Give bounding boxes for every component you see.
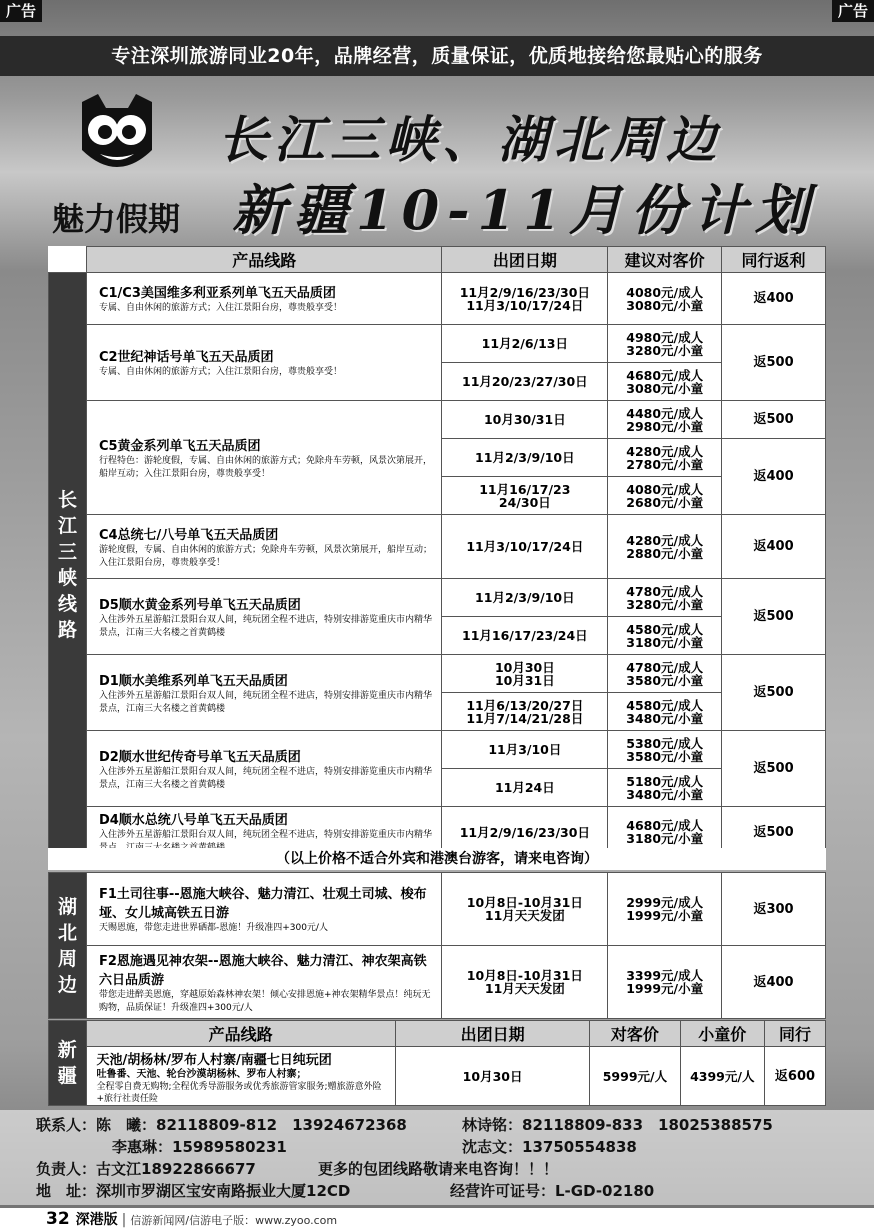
page-footer	[0, 1208, 874, 1230]
header-date: 出团日期	[442, 247, 608, 273]
headline-line2: 新疆10-11月份计划	[232, 178, 817, 242]
yangtze-header-row	[49, 247, 826, 273]
hubei-price: 3399元/成人 1999元/小童	[608, 946, 722, 1019]
headline-line1: 长江三峡、湖北周边	[218, 110, 722, 169]
departure-date: 11月6/13/20/27日 11月7/14/21/28日	[442, 693, 608, 731]
owl-logo-icon	[76, 92, 158, 178]
hubei-body	[49, 873, 826, 1019]
ad-label-right: 广告	[832, 0, 874, 22]
rebate: 返500	[722, 401, 826, 439]
product-desc: 入住涉外五星游船江景阳台双人间，纯玩团全程不进店，特别安排游览重庆市内精华景点，江南三大名楼之首黄鹤楼	[98, 766, 432, 790]
product-cell	[86, 731, 441, 807]
suggested-price: 4680元/成人 3180元/小童	[608, 807, 722, 858]
address-line	[36, 1180, 350, 1201]
hubei-product-cell	[86, 873, 441, 946]
hubei-row	[49, 873, 826, 946]
contact-1-name: 陈 曦：	[96, 1116, 157, 1134]
contact-3-phone: 15989580231	[172, 1138, 287, 1156]
product-cell	[86, 325, 441, 401]
price-note: （以上价格不适合外宾和港澳台游客，请来电咨询）	[48, 848, 826, 870]
product-desc: 行程特色：游轮度假，专属、自由休闲的旅游方式；免除舟车劳顿，风景次第展开，船岸互动；入住江景阳台房，尊贵般享受！	[98, 455, 432, 479]
suggested-price: 4280元/成人 2780元/小童	[608, 439, 722, 477]
departure-date: 11月3/10日	[442, 731, 608, 769]
contact-1-phone: 82118809-812 13924672368	[156, 1116, 407, 1134]
yangtze-table	[48, 246, 826, 858]
yangtze-side-label	[49, 273, 87, 858]
product-desc: 专属、自由休闲的旅游方式；入住江景阳台房，尊贵般享受！	[98, 303, 342, 313]
departure-date: 10月30/31日	[442, 401, 608, 439]
product-cell	[86, 515, 441, 579]
product-cell	[86, 579, 441, 655]
rebate: 返400	[722, 439, 826, 515]
rebate: 返500	[722, 807, 826, 858]
xj-header-date: 出团日期	[395, 1021, 589, 1047]
xj-product	[86, 1047, 395, 1106]
xj-header-route: 产品线路	[86, 1021, 395, 1047]
contact-4-phone: 13750554838	[522, 1138, 637, 1156]
rebate: 返500	[722, 655, 826, 731]
suggested-price: 4280元/成人 2880元/小童	[608, 515, 722, 579]
xinjiang-table	[48, 1020, 826, 1106]
hubei-date: 10月8日-10月31日 11月天天发团	[442, 873, 608, 946]
contact-block	[0, 1110, 874, 1205]
hubei-product-name: F2恩施遇见神农架--恩施大峡谷、魅力清江、神农架高铁六日品质游	[98, 953, 427, 988]
yangtze-row	[49, 655, 826, 693]
contact-4-name: 沈志文：	[462, 1138, 523, 1156]
more-info: 更多的包团线路敬请来电咨询！！！	[318, 1160, 559, 1178]
rebate: 返400	[722, 515, 826, 579]
yangtze-row	[49, 515, 826, 579]
footer-site: 信游新闻网/信游电子版：www.zyoo.com	[130, 1214, 338, 1227]
contact-2-phone: 82118809-833 18025388575	[522, 1116, 773, 1134]
product-name: C2世纪神话号单飞五天品质团	[98, 350, 274, 365]
license-number: 经营许可证号：L-GD-02180	[450, 1182, 655, 1200]
xj-product-line2: 吐鲁番、天池、轮台沙漠胡杨林、罗布人村寨；	[96, 1069, 307, 1080]
hubei-side-text: 湖北周边	[57, 895, 77, 996]
xj-header-price: 对客价	[590, 1021, 680, 1047]
departure-date: 10月30日 10月31日	[442, 655, 608, 693]
address-value: 深圳市罗湖区宝安南路振业大厦12CD	[96, 1182, 351, 1200]
manager-line	[36, 1158, 256, 1179]
departure-date: 11月20/23/27/30日	[442, 363, 608, 401]
xj-product-name: 天池/胡杨林/罗布人村寨/南疆七日纯玩团	[96, 1053, 332, 1068]
label-manager: 负责人：	[36, 1160, 97, 1178]
edition-label: 深港版	[75, 1212, 118, 1228]
product-desc: 入住涉外五星游船江景阳台双人间，纯玩团全程不进店，特别安排游览重庆市内精华景点，江南三大名楼之首黄鹤楼	[98, 614, 432, 638]
suggested-price: 4080元/成人 2680元/小童	[608, 477, 722, 515]
product-cell	[86, 655, 441, 731]
rebate: 返400	[722, 273, 826, 325]
slogan-banner: 专注深圳旅游同业20年，品牌经营，质量保证，优质地接给您最贴心的服务	[0, 36, 874, 76]
xj-header-rebate: 同行	[765, 1021, 826, 1047]
manager-value: 古文江18922866677	[96, 1160, 256, 1178]
xj-header-child: 小童价	[680, 1021, 764, 1047]
yangtze-row	[49, 273, 826, 325]
contact-3-name: 李惠琳：	[112, 1138, 173, 1156]
suggested-price: 4680元/成人 3080元/小童	[608, 363, 722, 401]
departure-date: 11月16/17/23/24日	[442, 617, 608, 655]
xj-price: 5999元/人	[590, 1047, 680, 1106]
hubei-product-desc: 带您走进醉美恩施，穿越原始森林神农架！倾心安排恩施+神农架精华景点！纯玩无购物，品质保证！升级准四+300元/人	[98, 989, 431, 1013]
departure-date: 11月24日	[442, 769, 608, 807]
departure-date: 11月3/10/17/24日	[442, 515, 608, 579]
contact-2-name: 林诗铭：	[462, 1116, 523, 1134]
departure-date: 11月16/17/23 24/30日	[442, 477, 608, 515]
product-name: C5黄金系列单飞五天品质团	[98, 438, 261, 454]
yangtze-row	[49, 325, 826, 363]
xj-date: 10月30日	[395, 1047, 589, 1106]
product-name: C4总统七/八号单飞五天品质团	[98, 527, 279, 543]
contact-line-3	[112, 1136, 287, 1157]
xinjiang-header-row	[49, 1021, 826, 1047]
suggested-price: 4780元/成人 3580元/小童	[608, 655, 722, 693]
brand-logo	[26, 92, 206, 242]
contact-line-4	[462, 1136, 637, 1157]
hubei-rebate: 返400	[722, 946, 826, 1019]
hubei-side-label	[49, 873, 87, 1019]
xj-rebate: 返600	[765, 1047, 826, 1106]
label-contact: 联系人：	[36, 1116, 97, 1134]
product-desc: 入住涉外五星游船江景阳台双人间，纯玩团全程不进店，特别安排游览重庆市内精华景点，江南三大名楼之首黄鹤楼	[98, 690, 432, 714]
suggested-price: 4780元/成人 3280元/小童	[608, 579, 722, 617]
departure-date: 11月2/3/9/10日	[442, 439, 608, 477]
xinjiang-product-row	[49, 1047, 826, 1106]
hubei-product-name: F1土司往事--恩施大峡谷、魅力清江、壮观土司城、梭布垭、女儿城高铁五日游	[98, 887, 427, 921]
hubei-rebate: 返300	[722, 873, 826, 946]
brand-name: 魅力假期	[51, 200, 180, 238]
yangtze-row	[49, 401, 826, 439]
product-name: D5顺水黄金系列号单飞五天品质团	[98, 597, 301, 613]
label-address: 地 址：	[36, 1182, 97, 1200]
xj-product-desc: 全程零自费无购物;全程优秀导游服务或优秀旅游管家服务;赠旅游意外险+旅行社责任险	[96, 1082, 382, 1104]
product-name: C1/C3美国维多利亚系列单飞五天品质团	[98, 286, 336, 301]
product-cell	[86, 401, 441, 515]
suggested-price: 4980元/成人 3280元/小童	[608, 325, 722, 363]
header-rebate: 同行返利	[722, 247, 826, 273]
xinjiang-side-label: 新疆	[49, 1021, 87, 1106]
suggested-price: 4480元/成人 2980元/小童	[608, 401, 722, 439]
product-name: D2顺水世纪传奇号单飞五天品质团	[98, 749, 301, 765]
header-route: 产品线路	[86, 247, 441, 273]
departure-date: 11月2/3/9/10日	[442, 579, 608, 617]
hubei-product-cell	[86, 946, 441, 1019]
ad-label-left: 广告	[0, 0, 42, 22]
hubei-price: 2999元/成人 1999元/小童	[608, 873, 722, 946]
footer-separator: |	[121, 1212, 127, 1228]
departure-date: 11月2/9/16/23/30日 11月3/10/17/24日	[442, 273, 608, 325]
contact-line-1	[36, 1114, 407, 1135]
departure-date: 11月2/6/13日	[442, 325, 608, 363]
hubei-date: 10月8日-10月31日 11月天天发团	[442, 946, 608, 1019]
suggested-price: 4080元/成人 3080元/小童	[608, 273, 722, 325]
product-desc: 专属、自由休闲的旅游方式；入住江景阳台房，尊贵般享受！	[98, 367, 342, 377]
product-name: D4顺水总统八号单飞五天品质团	[98, 813, 288, 828]
product-cell	[86, 273, 441, 325]
hubei-row	[49, 946, 826, 1019]
rebate: 返500	[722, 325, 826, 401]
rebate: 返500	[722, 579, 826, 655]
product-desc: 入住涉外五星游船江景阳台双人间，纯玩团全程不进店，特别安排游览重庆市内精华	[98, 830, 432, 840]
yangtze-body	[49, 273, 826, 858]
product-desc: 游轮度假，专属、自由休闲的旅游方式；免除舟车劳顿，风景次第展开，船岸互动；入住江景阳台房，尊贵般享受！	[98, 544, 432, 568]
yangtze-row	[49, 579, 826, 617]
suggested-price: 5180元/成人 3480元/小童	[608, 769, 722, 807]
departure-date: 11月2/9/16/23/30日	[442, 807, 608, 858]
yangtze-side-text: 长江三峡线路	[57, 489, 77, 641]
yangtze-row	[49, 731, 826, 769]
header-price: 建议对客价	[608, 247, 722, 273]
rebate: 返500	[722, 731, 826, 807]
suggested-price: 5380元/成人 3580元/小童	[608, 731, 722, 769]
suggested-price: 4580元/成人 3180元/小童	[608, 617, 722, 655]
xj-child-price: 4399元/人	[680, 1047, 764, 1106]
product-name: D1顺水美维系列单飞五天品质团	[98, 673, 288, 689]
hubei-product-desc: 天赐恩施，带您走进世界硒都-恩施！升级准四+300元/人	[98, 923, 328, 933]
hubei-table	[48, 872, 826, 1019]
page-number: 32	[46, 1209, 70, 1229]
contact-line-2	[462, 1114, 773, 1135]
suggested-price: 4580元/成人 3480元/小童	[608, 693, 722, 731]
